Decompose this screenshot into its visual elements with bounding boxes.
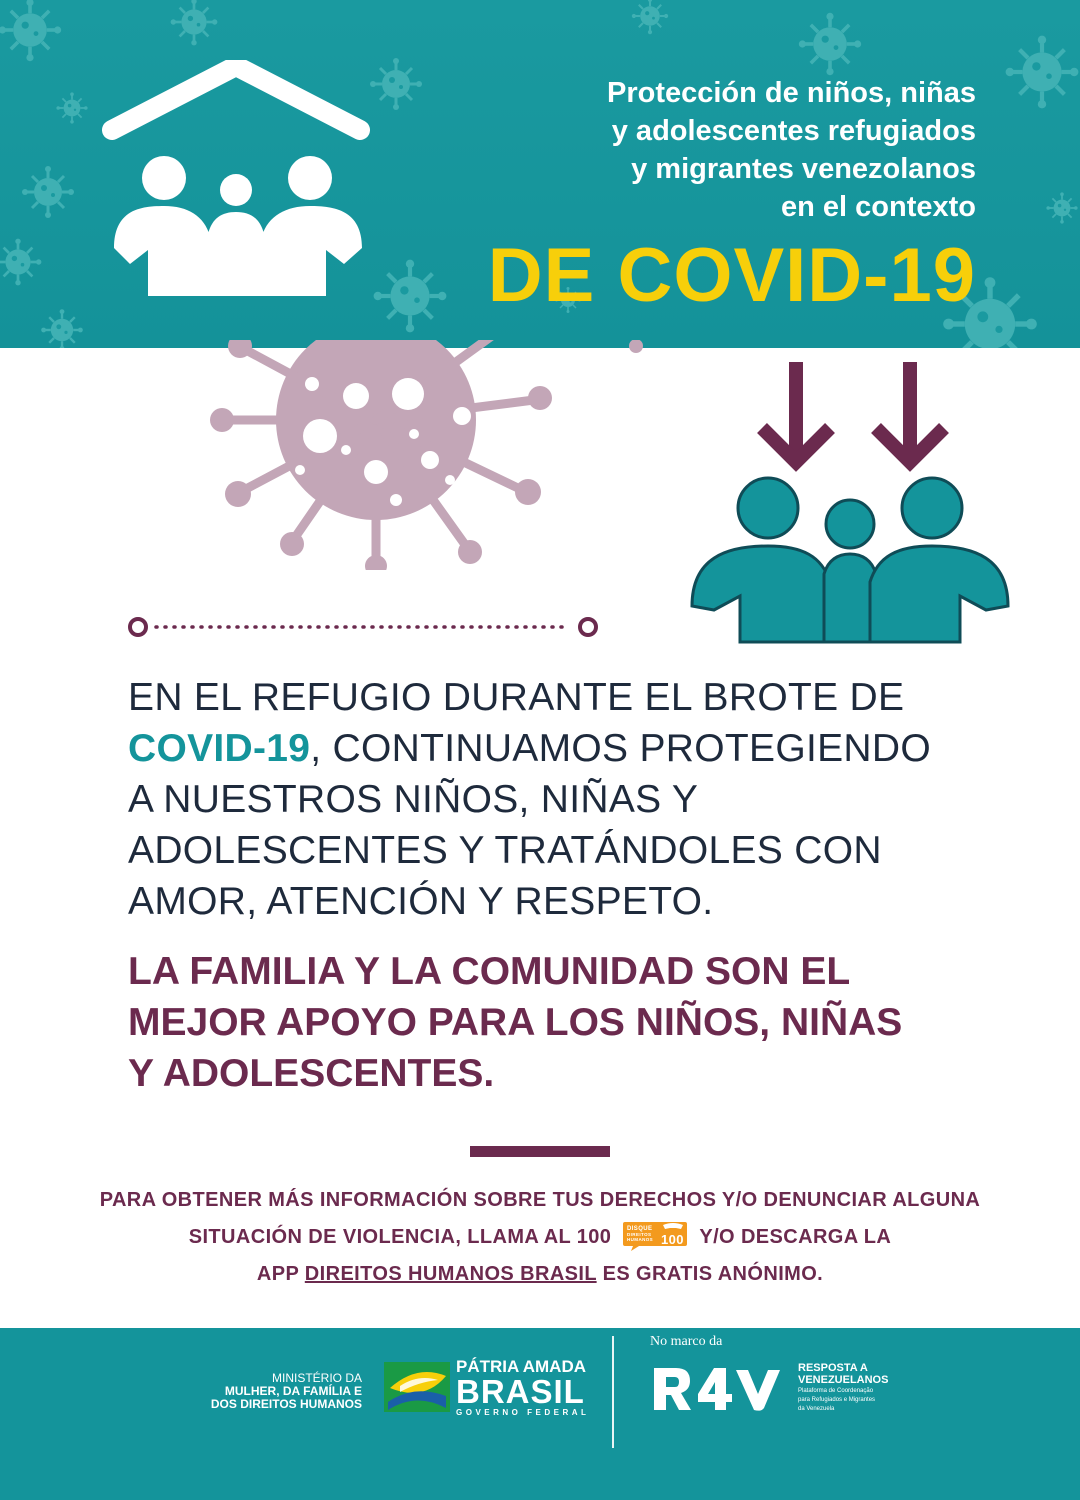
badge-low-text: HUMANOS <box>627 1236 654 1242</box>
info-text: APP <box>256 1263 299 1285</box>
body-line: ADOLESCENTES Y TRATÁNDOLES CON <box>128 829 882 872</box>
governo-federal-text: GOVERNO FEDERAL <box>456 1408 590 1417</box>
info-text: ES GRATIS ANÓNIMO. <box>602 1263 824 1285</box>
r4v-subtitle: Plataforma de Coordenação <box>798 1388 874 1394</box>
emphasis-line: Y ADOLESCENTES. <box>128 1052 495 1095</box>
badge-top-text: DISQUE <box>627 1225 653 1232</box>
badge-mid-text: DIREITOS <box>627 1231 652 1237</box>
body-line-rest: , CONTINUAMOS PROTEGIENDO <box>310 727 931 770</box>
family-icon <box>680 360 1020 650</box>
section-divider <box>470 1146 610 1157</box>
covid-title: DE COVID-19 <box>487 233 976 318</box>
virus-icon <box>200 340 660 570</box>
header-title-line: Protección de niños, niñas <box>606 77 976 109</box>
info-text: SITUACIÓN DE VIOLENCIA, LLAMA AL 100 <box>188 1226 612 1248</box>
body-line <box>128 723 968 774</box>
emphasis-paragraph <box>128 946 968 1099</box>
r4v-title: VENEZUELANOS <box>798 1374 889 1386</box>
brasil-flag-icon <box>384 1362 450 1412</box>
footer <box>0 1328 1080 1500</box>
r4v-text <box>798 1362 908 1413</box>
info-text: Y/O DESCARGA LA <box>699 1226 892 1248</box>
body-line: AMOR, ATENCIÓN Y RESPETO. <box>128 880 714 923</box>
patria-amada-text: PÁTRIA AMADA <box>456 1357 587 1376</box>
emphasis-line: MEJOR APOYO PARA LOS NIÑOS, NIÑAS <box>128 1001 903 1044</box>
r4v-subtitle: para Refugiados e Migrantes <box>798 1397 876 1403</box>
brasil-text: BRASIL <box>456 1373 585 1410</box>
header-title-line: en el contexto <box>781 191 976 223</box>
r4v-logo <box>650 1364 790 1414</box>
logo-separator <box>612 1336 614 1448</box>
body-accent: COVID-19 <box>128 727 311 770</box>
ministry-line: MINISTÉRIO DA <box>271 1371 362 1385</box>
body-paragraph <box>128 672 968 927</box>
dotted-divider <box>122 612 602 642</box>
emphasis-line: LA FAMILIA Y LA COMUNIDAD SON EL <box>128 950 851 993</box>
badge-number: 100 <box>661 1231 685 1247</box>
r4v-subtitle: da Venezuela <box>798 1406 835 1412</box>
phone-badge-icon <box>621 1220 689 1252</box>
info-paragraph <box>40 1182 1040 1293</box>
body-line: EN EL REFUGIO DURANTE EL BROTE DE <box>128 676 905 719</box>
ministry-line: DOS DIREITOS HUMANOS <box>210 1397 362 1411</box>
brasil-logo-text <box>456 1358 589 1418</box>
header-title-line: y migrantes venezolanos <box>631 153 976 185</box>
body-line: A NUESTROS NIÑOS, NIÑAS Y <box>128 778 699 821</box>
header-title <box>456 74 976 226</box>
header-title-line: y adolescentes refugiados <box>611 115 976 147</box>
info-line: PARA OBTENER MÁS INFORMACIÓN SOBRE TUS DERECHOS Y/O DENUNCIAR ALGUNA <box>99 1189 981 1211</box>
app-link[interactable]: DIREITOS HUMANOS BRASIL <box>304 1263 597 1285</box>
info-line <box>40 1256 1040 1293</box>
family-house-icon <box>100 60 370 300</box>
ministry-line: MULHER, DA FAMÍLIA E <box>224 1384 362 1398</box>
no-marco-text: No marco da <box>650 1334 723 1349</box>
info-line <box>40 1219 1040 1256</box>
down-arrow-icon <box>762 362 944 462</box>
header-banner <box>0 0 1080 348</box>
ministry-logo-text <box>196 1372 362 1411</box>
r4v-title: RESPOSTA A <box>798 1362 868 1374</box>
